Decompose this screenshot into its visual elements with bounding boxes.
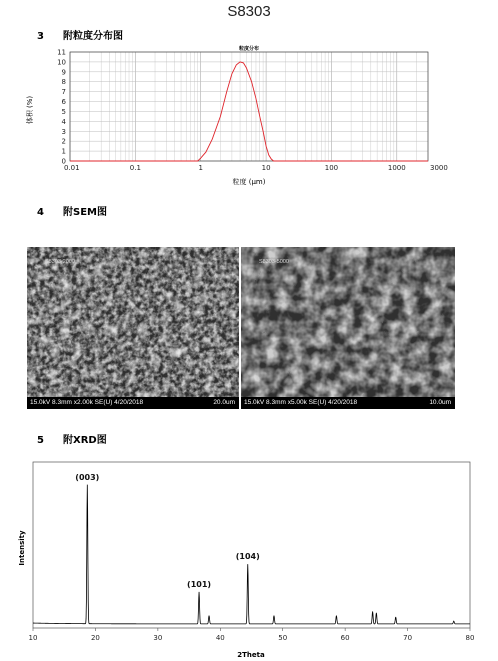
psd-grid: [70, 52, 428, 161]
sem-scale-bar: 10.0um: [429, 399, 451, 406]
psd-y-axis-label: 体积 (%): [26, 95, 34, 125]
psd-x-tick-label: 3000: [430, 164, 448, 172]
psd-y-ticks: [57, 49, 66, 166]
psd-y-tick-label: 9: [61, 68, 66, 77]
xrd-x-tick-label: 30: [153, 634, 163, 642]
psd-x-tick-label: 0.01: [64, 164, 80, 172]
psd-x-axis-label: 粒度 (μm): [232, 178, 266, 186]
section-heading-sem: [37, 203, 107, 218]
psd-x-tick-label: 0.1: [129, 164, 141, 172]
xrd-x-tick-label: 20: [90, 634, 100, 642]
xrd-peak-label: (104): [235, 552, 260, 562]
xrd-peak-label: (101): [187, 580, 212, 590]
psd-y-tick-label: 7: [61, 88, 66, 97]
psd-y-tick-label: 4: [61, 117, 66, 126]
sem-acquisition-info: 15.0kV 8.3mm x5.00k SE(U) 4/20/2018: [244, 399, 358, 406]
xrd-peak-annotations: [75, 473, 259, 589]
psd-x-tick-label: 1: [198, 164, 203, 172]
psd-plot-frame: [70, 52, 428, 161]
xrd-x-axis-label: 2Theta: [237, 651, 265, 659]
sem-sample-label: S8303-5000: [259, 259, 289, 265]
section-number: 3: [37, 31, 44, 42]
xrd-x-tick-label: 10: [28, 634, 38, 642]
sem-sample-label: S8303-2000: [45, 259, 75, 265]
section-title: 附粒度分布图: [63, 31, 123, 42]
section-heading-xrd: [37, 431, 107, 446]
psd-y-tick-label: 11: [57, 48, 66, 57]
psd-x-tick-label: 100: [324, 164, 339, 172]
sem-scale-bar: 20.0um: [213, 399, 235, 406]
xrd-plot-frame: [33, 462, 470, 628]
xrd-x-tick-label: 70: [403, 634, 413, 642]
psd-y-tick-label: 10: [57, 58, 66, 67]
xrd-x-tick-label: 50: [278, 634, 288, 642]
psd-x-tick-label: 10: [261, 164, 271, 172]
xrd-x-tick-label: 60: [340, 634, 350, 642]
psd-y-tick-label: 1: [61, 147, 66, 156]
sem-micrograph-2000x: [27, 247, 239, 397]
document-title: S8303: [227, 3, 271, 20]
psd-y-tick-label: 8: [61, 78, 66, 87]
section-title: 附XRD图: [63, 435, 107, 446]
sem-image-2000x: [27, 247, 239, 409]
xrd-peak-label: (003): [75, 473, 100, 482]
sem-micrograph-5000x: [241, 247, 455, 397]
sem-info-bar: [27, 397, 239, 409]
xrd-y-axis-label: Intensity: [18, 530, 26, 566]
psd-y-tick-label: 5: [61, 107, 66, 116]
xrd-x-tick-label: 40: [215, 634, 225, 642]
psd-y-tick-label: 2: [61, 137, 66, 146]
psd-y-tick-label: 0: [61, 157, 66, 166]
psd-x-tick-label: 1000: [387, 164, 406, 172]
psd-y-tick-label: 3: [61, 127, 66, 136]
psd-chart-title: 粒度分布: [238, 46, 260, 52]
sem-acquisition-info: 15.0kV 8.3mm x2.00k SE(U) 4/20/2018: [30, 399, 144, 406]
xrd-x-tick-label: 80: [465, 634, 475, 642]
sem-info-bar: [241, 397, 455, 409]
section-title: 附SEM图: [63, 207, 107, 218]
psd-y-tick-label: 6: [61, 98, 66, 107]
particle-size-chart: [20, 42, 448, 188]
section-number: 4: [37, 207, 44, 218]
section-heading-psd: [37, 27, 123, 42]
psd-x-ticks: [64, 164, 448, 172]
xrd-x-ticks: [29, 628, 475, 642]
section-number: 5: [37, 435, 44, 446]
xrd-chart: [10, 456, 488, 661]
sem-image-5000x: [241, 247, 455, 409]
